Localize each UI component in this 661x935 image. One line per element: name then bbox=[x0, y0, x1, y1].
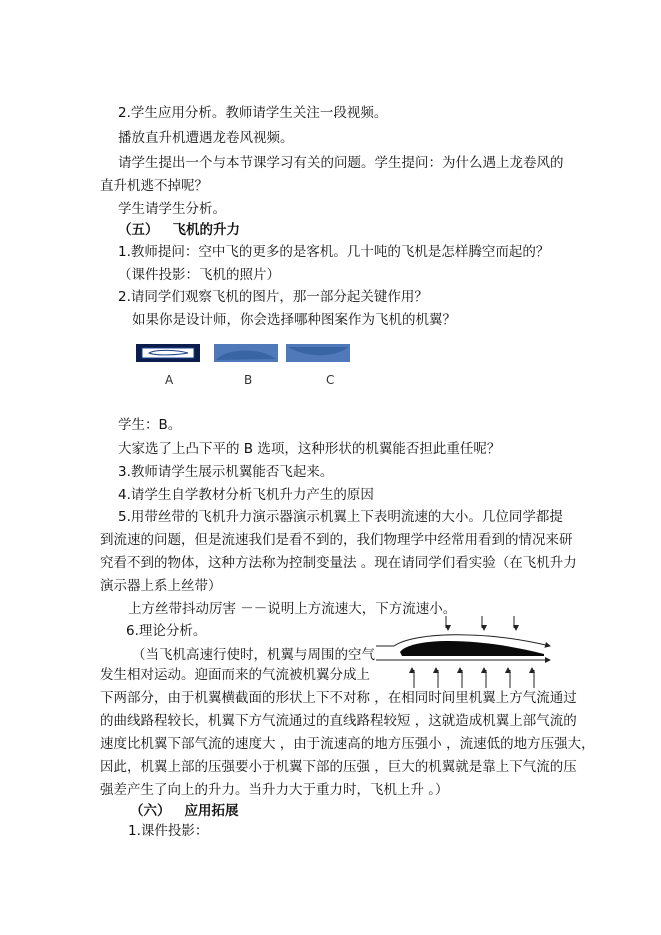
text-line: 大家选了上凸下平的 B 选项，这种形状的机翼能否担此重任呢？ bbox=[118, 441, 501, 457]
text-line: 速度比机翼下部气流的速度大 ，由于流速高的地方压强小 ，流速低的地方压强大， bbox=[100, 736, 595, 752]
wing-option-c-label: C bbox=[326, 373, 335, 387]
text-line: 播放直升机遭遇龙卷风视频。 bbox=[118, 130, 294, 146]
text-line: 上方丝带抖动厉害 －－说明上方流速大，下方流速小。 bbox=[128, 601, 457, 617]
section-title: 应用拓展 bbox=[184, 803, 239, 819]
text-line: 因此，机翼上部的压强要小于机翼下部的压强 ，巨大的机翼就是靠上下气流的压 bbox=[100, 759, 577, 775]
text-line: 2.学生应用分析。教师请学生关注一段视频。 bbox=[118, 105, 388, 121]
text-line: （当飞机高速行使时，机翼与周围的空气 bbox=[132, 647, 375, 663]
text-line: 演示器上系上丝带） bbox=[100, 578, 222, 594]
text-line: 5.用带丝带的飞机升力演示器演示机翼上下表明流速的大小。几位同学都提 bbox=[118, 509, 563, 525]
text-line: 6.理论分析。 bbox=[126, 623, 207, 639]
wing-option-c-icon bbox=[286, 344, 350, 362]
pressure-arrows-top-icon bbox=[446, 616, 514, 628]
text-line: 3.教师请学生展示机翼能否飞起来。 bbox=[118, 464, 334, 480]
wing-cross-section-icon bbox=[400, 641, 544, 656]
section-number: （五） bbox=[118, 222, 159, 238]
section-heading-6 bbox=[130, 802, 239, 820]
text-line: 1.教师提问：空中飞的更多的是客机。几十吨的飞机是怎样腾空而起的？ bbox=[118, 244, 550, 260]
section-number: （六） bbox=[130, 803, 171, 819]
text-line: 直升机逃不掉呢？ bbox=[100, 178, 208, 194]
airflow-wing-diagram bbox=[374, 612, 554, 694]
text-line: 1.课件投影： bbox=[128, 823, 209, 839]
section-title: 飞机的升力 bbox=[172, 222, 240, 238]
text-line: 强差产生了向上的升力。当升力大于重力时，飞机上升 。） bbox=[100, 782, 449, 798]
text-line: 2.请同学们观察飞机的图片，那一部分起关键作用？ bbox=[118, 289, 428, 305]
text-line: 请学生提出一个与本节课学习有关的问题。学生提问：为什么遇上龙卷风的 bbox=[118, 155, 564, 171]
text-line: 4.请学生自学教材分析飞机升力产生的原因 bbox=[118, 487, 374, 503]
wing-option-b-icon bbox=[214, 344, 278, 362]
wing-option-a-icon bbox=[136, 344, 200, 362]
section-heading-5 bbox=[118, 221, 240, 239]
text-line: 如果你是设计师，你会选择哪种图案作为飞机的机翼？ bbox=[132, 312, 456, 328]
text-line: 发生相对运动。迎面而来的气流被机翼分成上 bbox=[100, 667, 370, 683]
text-line: 究看不到的物体，这种方法称为控制变量法 。现在请同学们看实验（在飞机升力 bbox=[100, 555, 577, 571]
text-line: （课件投影：飞机的照片） bbox=[118, 267, 280, 283]
text-line: 学生：B。 bbox=[118, 417, 182, 433]
text-line: 的曲线路程较长，机翼下方气流通过的直线路程较短 ，这就造成机翼上部气流的 bbox=[100, 713, 577, 729]
pressure-arrows-bottom-icon bbox=[414, 670, 534, 688]
text-line: 下两部分，由于机翼横截面的形状上下不对称 ，在相同时间里机翼上方气流通过 bbox=[100, 690, 577, 706]
wing-option-b-label: B bbox=[244, 373, 253, 387]
text-line: 学生请学生分析。 bbox=[118, 201, 226, 217]
text-line: 到流速的问题，但是流速我们是看不到的，我们物理学中经常用看到的情况来研 bbox=[100, 532, 573, 548]
wing-option-a-label: A bbox=[165, 373, 174, 387]
